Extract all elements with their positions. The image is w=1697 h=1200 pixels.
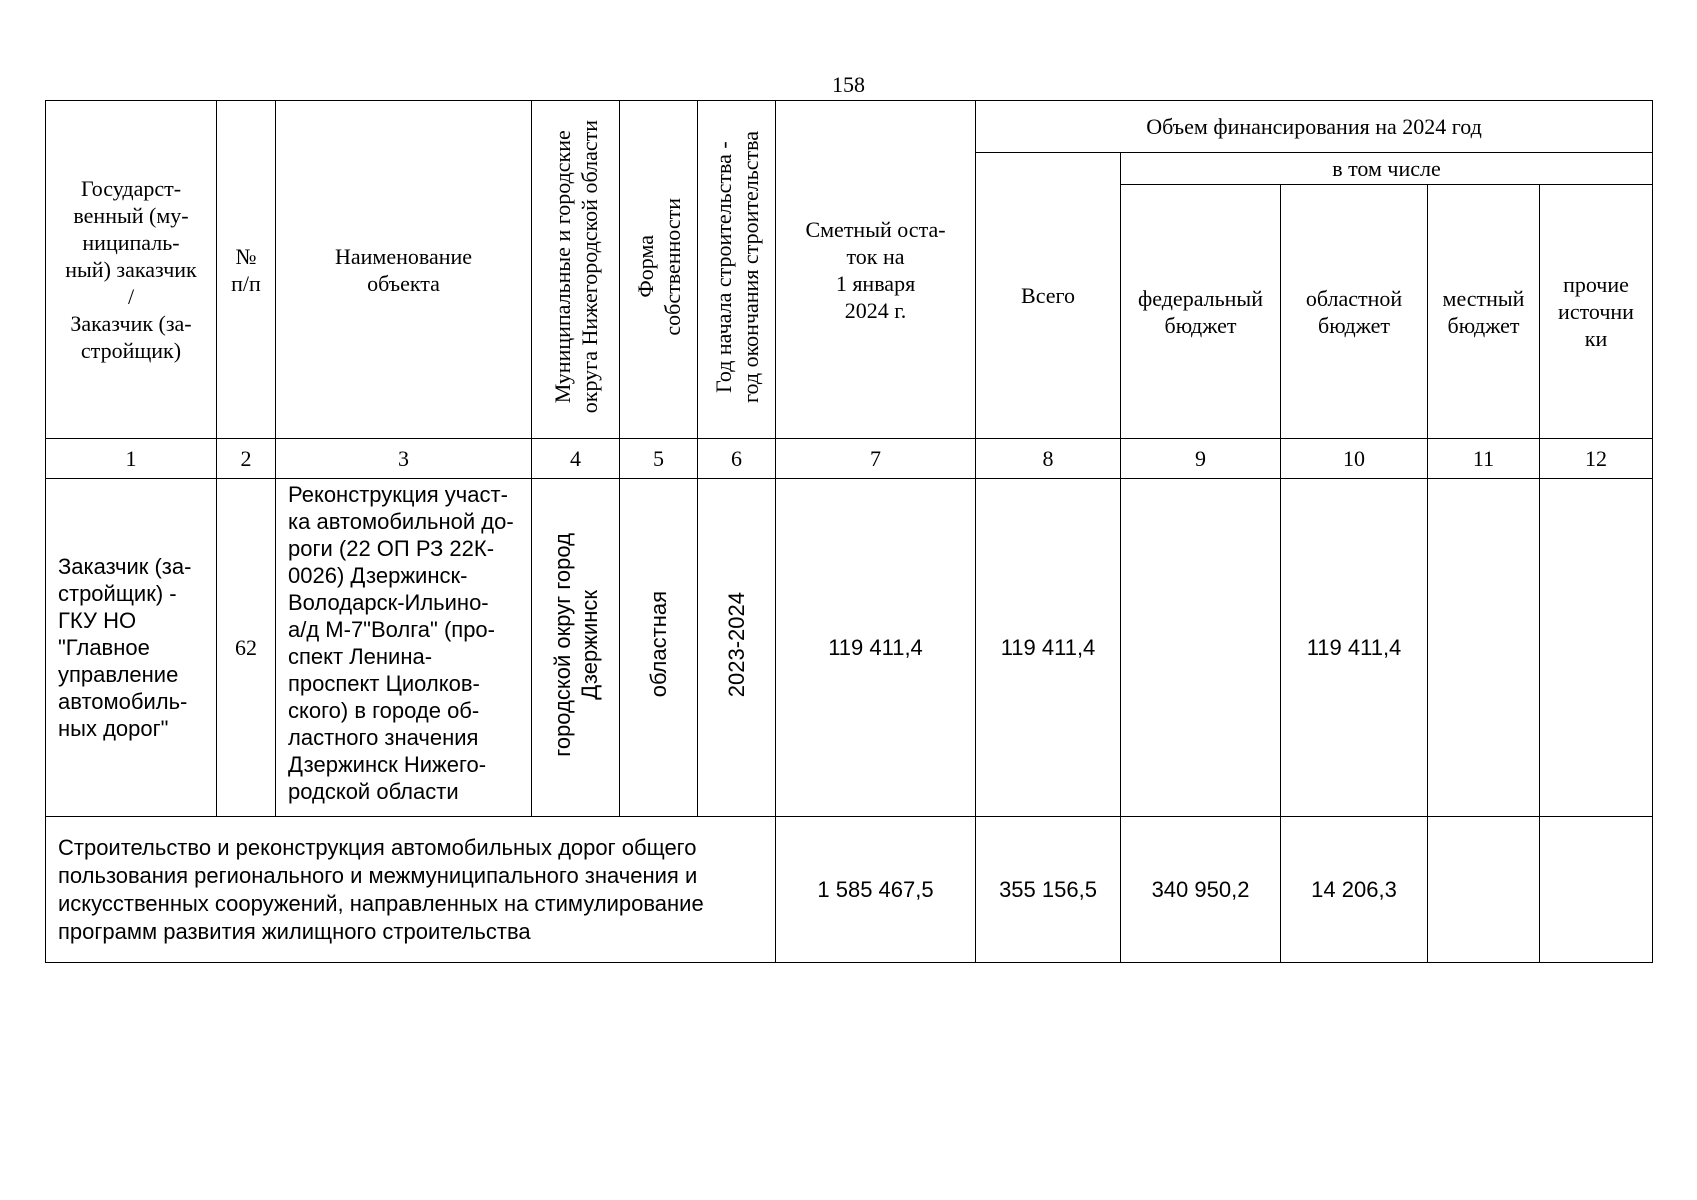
row-total: 119 411,4 bbox=[976, 479, 1121, 817]
financing-table bbox=[45, 100, 1653, 963]
column-number: 10 bbox=[1281, 439, 1428, 479]
column-number: 6 bbox=[698, 439, 776, 479]
header-regional: областной бюджет bbox=[1281, 185, 1428, 439]
summary-regional: 14 206,3 bbox=[1281, 817, 1428, 963]
summary-total: 355 156,5 bbox=[976, 817, 1121, 963]
header-including: в том числе bbox=[1121, 153, 1653, 185]
header-customer: Государст- венный (му- ниципаль- ный) заказчик / Заказчик (за- стройщик) bbox=[46, 101, 217, 439]
row-local bbox=[1428, 479, 1540, 817]
column-number: 2 bbox=[217, 439, 276, 479]
header-years-text: Год начала строительства - год окончания строительства bbox=[710, 130, 763, 403]
header-municipality-text: Муниципальные и городские округа Нижегородской области bbox=[549, 119, 602, 414]
summary-estimated-balance: 1 585 467,5 bbox=[776, 817, 976, 963]
header-object-name: Наименование объекта bbox=[276, 101, 532, 439]
column-numbers-row bbox=[46, 439, 1653, 479]
row-municipality bbox=[532, 479, 620, 817]
row-number: 62 bbox=[217, 479, 276, 817]
column-number: 3 bbox=[276, 439, 532, 479]
row-ownership bbox=[620, 479, 698, 817]
column-number: 4 bbox=[532, 439, 620, 479]
row-years bbox=[698, 479, 776, 817]
header-years bbox=[698, 101, 776, 439]
summary-row bbox=[46, 817, 1653, 963]
row-municipality-text: городской округ город Дзержинск bbox=[549, 532, 602, 757]
column-number: 1 bbox=[46, 439, 217, 479]
header-estimated-balance: Сметный оста- ток на 1 января 2024 г. bbox=[776, 101, 976, 439]
column-number: 9 bbox=[1121, 439, 1281, 479]
header-total: Всего bbox=[976, 153, 1121, 439]
header-federal: федеральный бюджет bbox=[1121, 185, 1281, 439]
table-row bbox=[46, 479, 1653, 817]
header-municipality bbox=[532, 101, 620, 439]
row-regional: 119 411,4 bbox=[1281, 479, 1428, 817]
summary-federal: 340 950,2 bbox=[1121, 817, 1281, 963]
row-federal bbox=[1121, 479, 1281, 817]
column-number: 12 bbox=[1540, 439, 1653, 479]
row-ownership-text: областная bbox=[646, 591, 671, 698]
header-ownership-text: Форма собственности bbox=[632, 197, 685, 336]
column-number: 5 bbox=[620, 439, 698, 479]
summary-other bbox=[1540, 817, 1653, 963]
row-estimated-balance: 119 411,4 bbox=[776, 479, 976, 817]
row-customer: Заказчик (за- стройщик) - ГКУ НО "Главное управление автомобиль- ных дорог" bbox=[46, 479, 217, 817]
column-number: 7 bbox=[776, 439, 976, 479]
page-number: 158 bbox=[832, 72, 865, 97]
summary-local bbox=[1428, 817, 1540, 963]
row-object-name: Реконструкция участ- ка автомобильной до- роги (22 ОП РЗ 22К- 0026) Дзержинск- Володарск-Ильино- а/д М-7"Волга" (про- спект Ленина- проспект Циолков- ского) в городе об- ластного значения Дзержинск Нижего- родской области bbox=[276, 479, 532, 817]
column-number: 8 bbox=[976, 439, 1121, 479]
row-years-text: 2023-2024 bbox=[724, 591, 749, 698]
header-other: прочие источни ки bbox=[1540, 185, 1653, 439]
row-other bbox=[1540, 479, 1653, 817]
summary-label: Строительство и реконструкция автомобильных дорог общего пользования регионального и межмуниципального значения и искусственных сооружений, направленных на стимулирование программ развития жилищного строительства bbox=[46, 817, 776, 963]
header-number: № п/п bbox=[217, 101, 276, 439]
header-funding-title: Объем финансирования на 2024 год bbox=[976, 101, 1653, 153]
header-ownership bbox=[620, 101, 698, 439]
header-local: местный бюджет bbox=[1428, 185, 1540, 439]
column-number: 11 bbox=[1428, 439, 1540, 479]
